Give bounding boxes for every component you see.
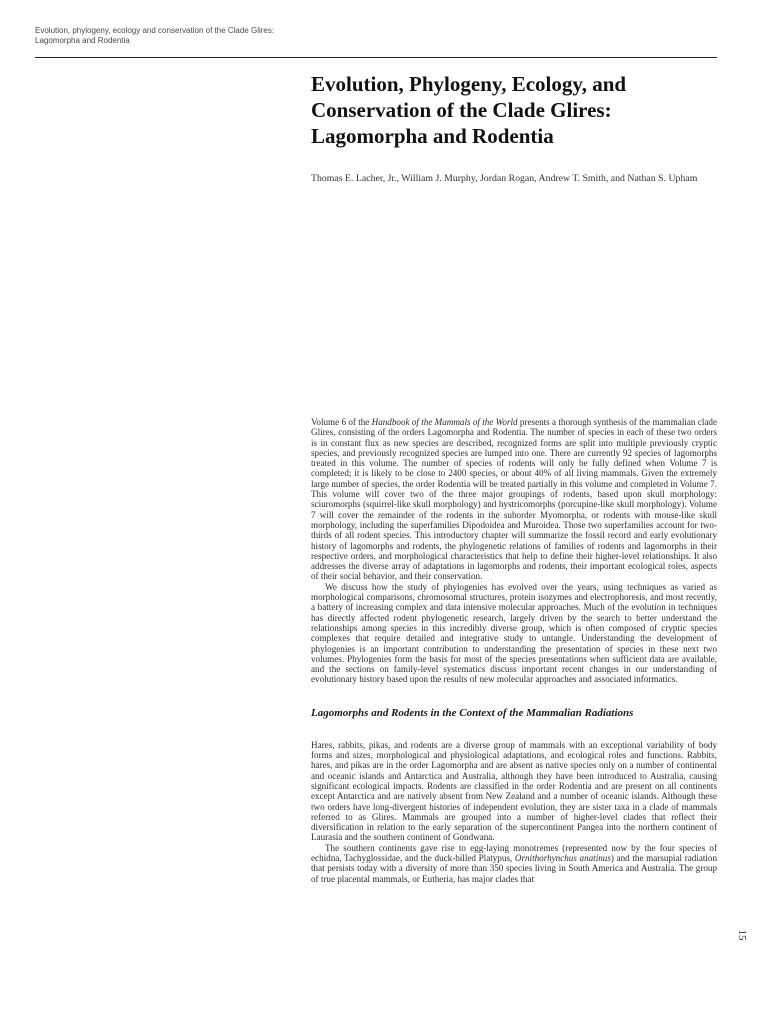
- body-text: [311, 417, 717, 884]
- title-line-2: Conservation of the Clade Glires:: [311, 98, 612, 122]
- intro-p1-text-start: Volume 6 of the: [311, 417, 372, 427]
- header-rule: [35, 57, 717, 58]
- page-number: 15: [736, 929, 748, 941]
- running-head-line-2: Lagomorpha and Rodentia: [35, 36, 130, 45]
- book-title-italic: Handbook of the Mammals of the World: [371, 417, 518, 427]
- author-list: Thomas E. Lacher, Jr., William J. Murphy, Jordan Rogan, Andrew T. Smith, and Nathan S. Upham: [311, 173, 698, 184]
- section-p2-text-start: The southern continents gave rise to egg-laying monotremes (represented now by the four species of echidna, Tachyglossidae, and the duck-billed Platypus,: [311, 842, 717, 863]
- running-head-line-1: Evolution, phylogeny, ecology and conservation of the Clade Glires:: [35, 26, 275, 35]
- intro-p1-text-end: presents a thorough synthesis of the mammalian clade Glires, consisting of the orders Lagomorpha and Rodentia. The number of species in each of these two orders is in constant flux as new species are described, recognized forms are split into multiple previously cryptic species, and previously recognized species are lumped into one. There are currently 92 species of lagomorphs treated in this volume. The number of species of rodents will only be fully defined when Volume 7 is completed; it is likely to be close to 2400 species, or about 40% of all living mammals. Given the extremely large number of species, the order Rodentia will be treated partially in this volume and completed in Volume 7. This volume will cover two of the three major groupings of rodents, based upon skull morphology: sciuromorphs (squirrel-like skull morphology) and hystricomorphs (porcupine-like skull morphology). Volume 7 will cover the remainder of the rodents in the suborder Myomorpha, or rodents with mouse-like skull morphology, including the superfamilies Dipodoidea and Muroidea. Those two superfamilies account for two-thirds of all rodent species. This introductory chapter will summarize the fossil record and early evolutionary history of lagomorphs and rodents, the phylogenetic relations of families of rodents and lagomorphs in their respective orders, and morphological characteristics that help to define their higher-level relationships. It also addresses the diverse array of adaptations in lagomorphs and rodents, their important ecological roles, aspects of their social behavior, and their conservation.: [311, 417, 717, 582]
- title-line-3: Lagomorpha and Rodentia: [311, 124, 554, 148]
- intro-paragraph-1: [311, 417, 717, 582]
- section-p2-text-end: ) and the marsupial radiation that persists today with a diversity of more than 350 species living in South America and Australia. The group of true placental mammals, or Eutheria, has major clades that: [311, 852, 718, 884]
- section-paragraph-1: Hares, rabbits, pikas, and rodents are a diverse group of mammals with an exceptional variability of body forms and sizes, morphological and physiological adaptations, and ecological roles and functions. Rabbits, hares, and pikas are in the order Lagomorpha and are absent as native species only on a number of continental and oceanic islands and Antarctica and Australia, although they have been introduced to Australia, causing significant ecological impacts. Rodents are classified in the order Rodentia and are present on all continents except Antarctica and are natively absent from New Zealand and a number of oceanic islands. Although these two orders have long-divergent histories of independent evolution, they are sister taxa in a clade of mammals referred to as Glires. Mammals are grouped into a number of higher-level clades that reflect their diversification in relation to the early separation of the supercontinent Pangea into the northern continent of Laurasia and the southern continent of Gondwana.: [311, 739, 717, 843]
- section-heading: Lagomorphs and Rodents in the Context of the Mammalian Radiations: [311, 706, 634, 719]
- section-paragraph-2: [311, 843, 717, 884]
- species-name-italic: Ornithorhynchus anatinus: [514, 852, 611, 863]
- intro-paragraph-2: We discuss how the study of phylogenies has evolved over the years, using techniques as varied as morphological comparisons, chromosomal structures, protein isozymes and electrophoresis, and most recently, a battery of increasing complex and data intensive molecular approaches. Much of the evolution in techniques has directly affected rodent phylogenetic research, largely driven by the search to better understand the relationships among species in this incredibly diverse group, which is often composed of cryptic species complexes that require detailed and integrative study to untangle. Understanding the development of phylogenies is an important contribution to understanding the presentation of species in these next two volumes. Phylogenies form the basis for most of the species presentations when sufficient data are available, and the sections on family-level systematics discuss important recent changes in our understanding of evolutionary history based upon the results of new molecular approaches and associated informatics.: [311, 581, 717, 685]
- running-head: [35, 26, 455, 46]
- chapter-title: [311, 71, 711, 149]
- title-line-1: Evolution, Phylogeny, Ecology, and: [311, 72, 627, 96]
